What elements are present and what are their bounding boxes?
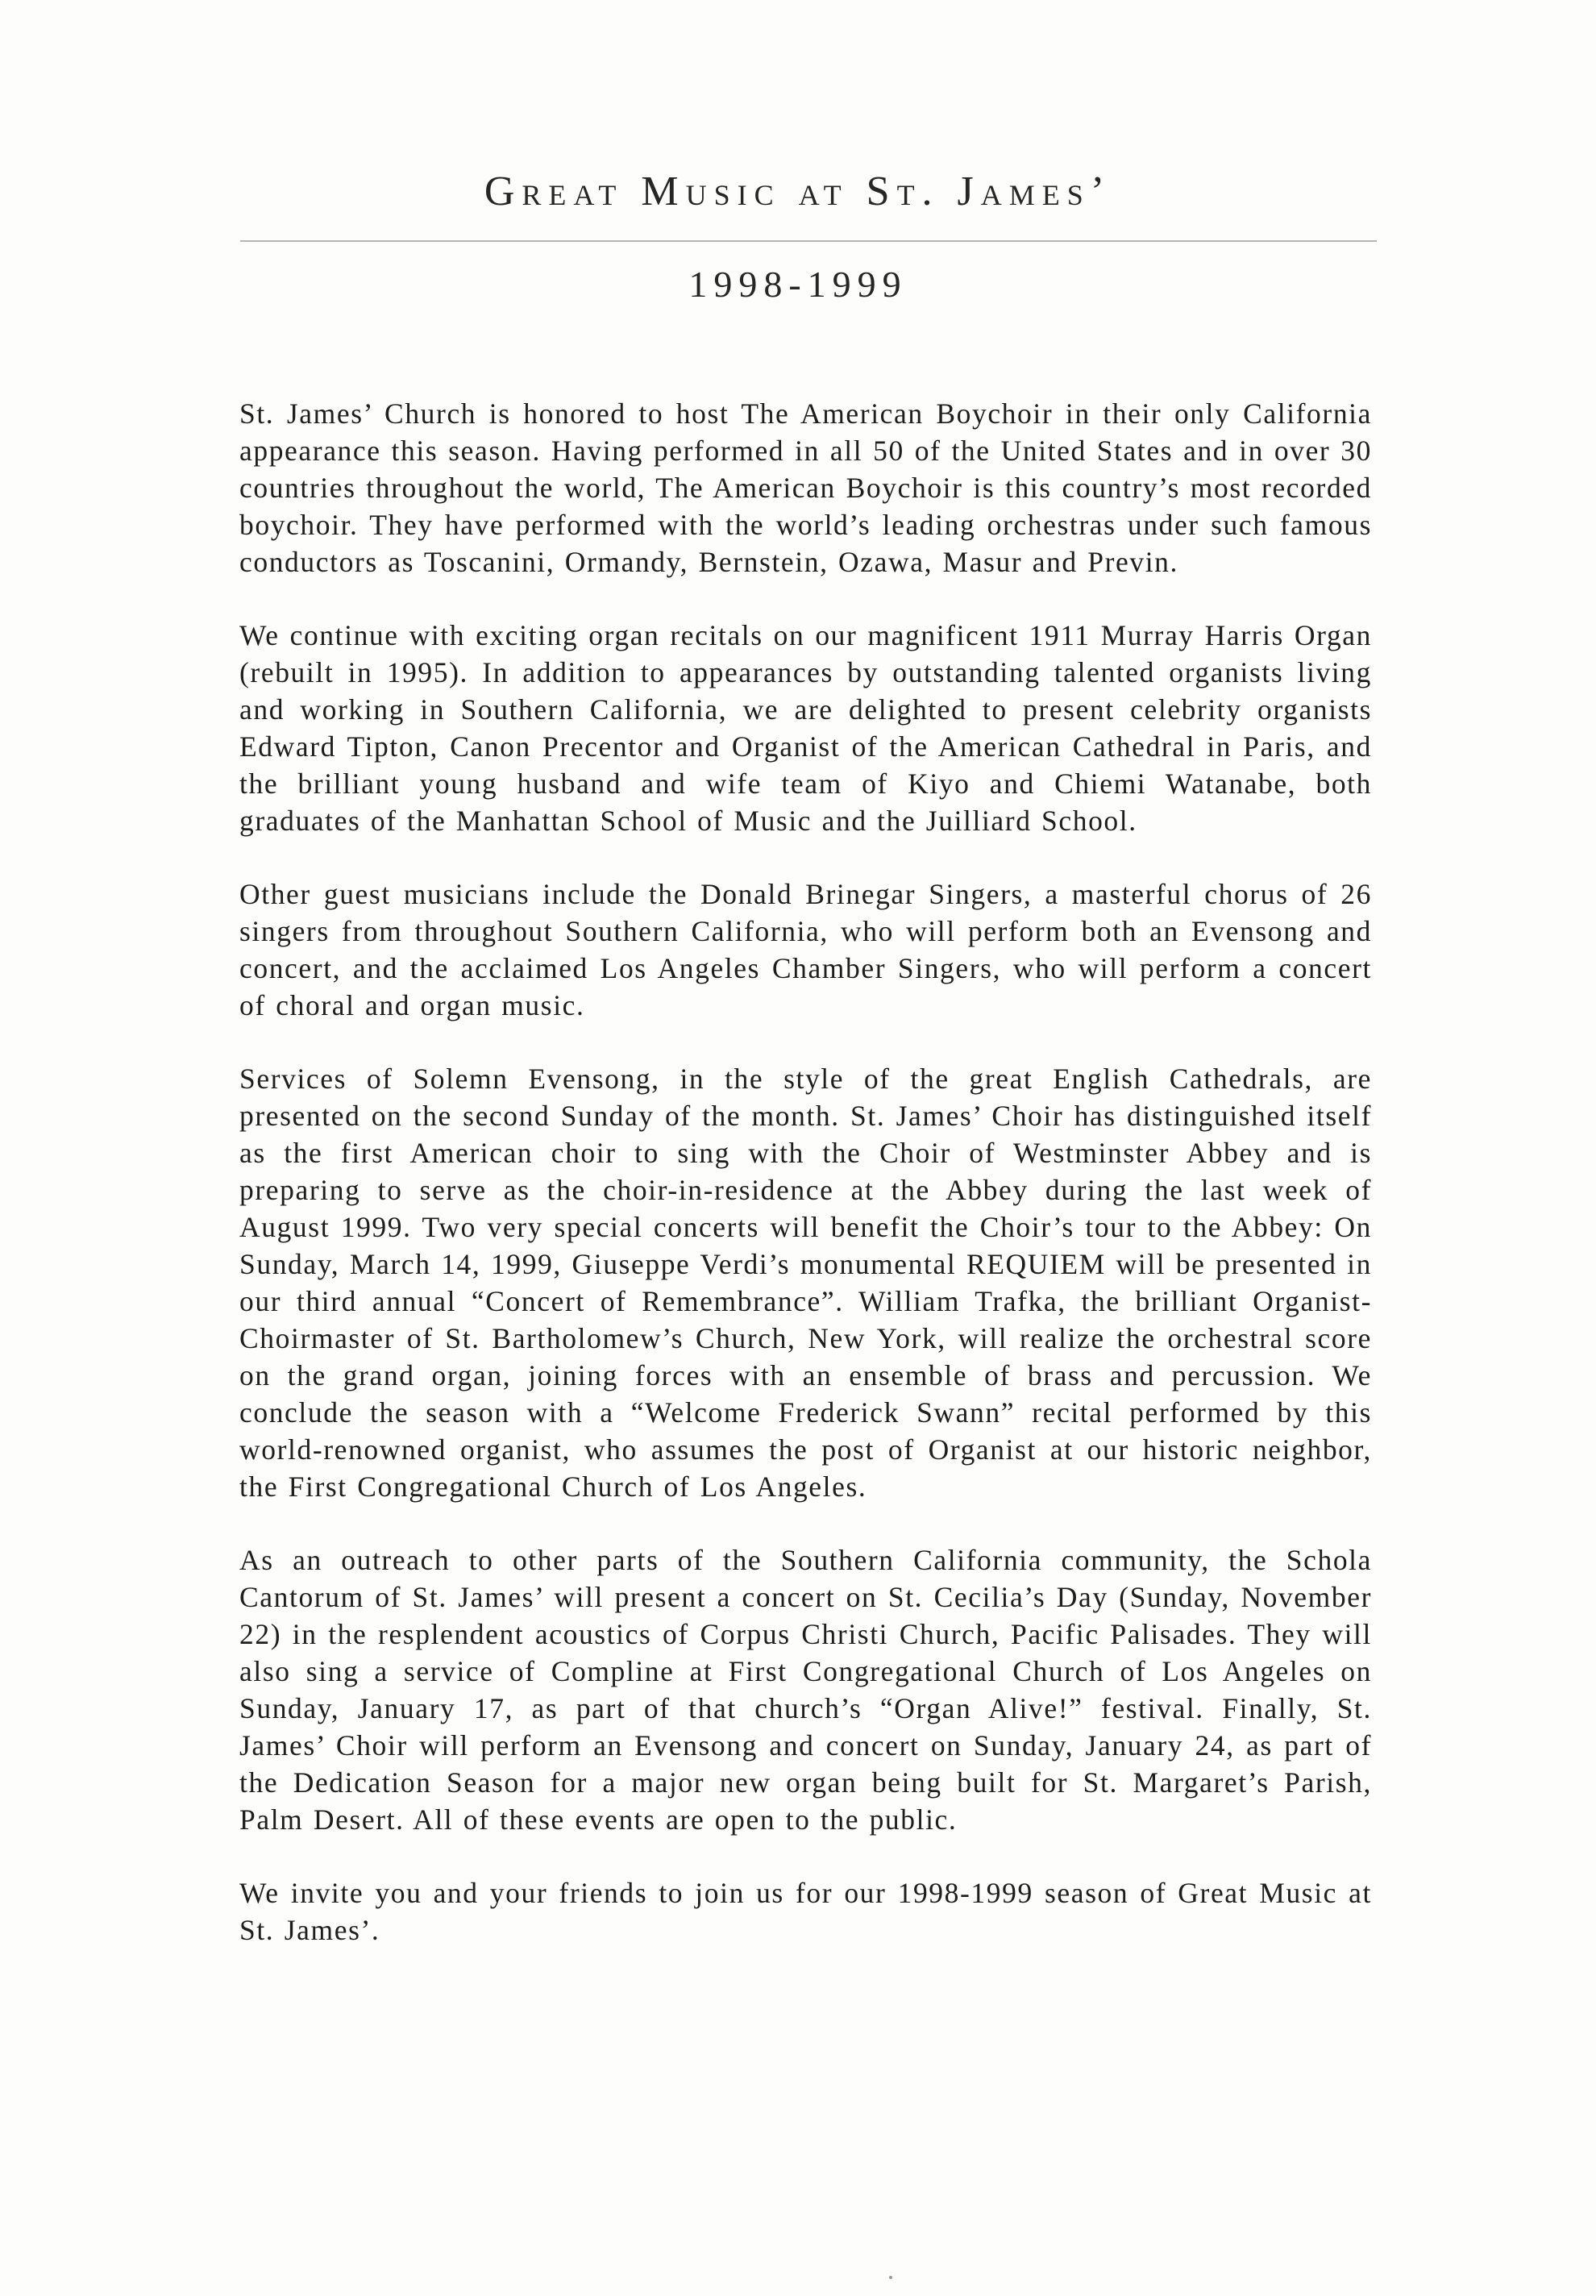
title-divider	[240, 240, 1377, 242]
paragraph-guest-musicians: Other guest musicians include the Donald Brinegar Singers, a masterful chorus of 26 singers from throughout Southern California, who will perform both an Evensong and concert, and the acclaimed Los Angeles Chamber Singers, who will perform a concert of choral and organ music.	[239, 878, 1372, 1021]
document-title: Great Music at St. James’	[484, 168, 1112, 214]
paragraph-organ-recitals: We continue with exciting organ recitals on our magnificent 1911 Murray Harris Organ (rebuilt in 1995). In addition to appearances by outstanding talented organists living and working in Southern California, we are delighted to present celebrity organists Edward Tipton, Canon Precentor and Organist of the American Cathedral in Paris, and the brilliant young husband and wife team of Kiyo and Chiemi Watanabe, both graduates of the Manhattan School of Music and the Juilliard School.	[239, 619, 1372, 837]
scan-speck	[889, 2276, 892, 2279]
document-body	[239, 395, 1372, 1985]
season-years: 1998-1999	[688, 264, 908, 305]
paragraph-evensong: Services of Solemn Evensong, in the style of the great English Cathedrals, are presented on the second Sunday of the month. St. James’ Choir has distinguished itself as the first American choir to sing with the Choir of Westminster Abbey and is preparing to serve as the choir-in-residence at the Abbey during the last week of August 1999. Two very special concerts will benefit the Choir’s tour to the Abbey: On Sunday, March 14, 1999, Giuseppe Verdi’s monumental REQUIEM will be presented in our third annual “Concert of Remembrance”. William Trafka, the brilliant Organist-Choirmaster of St. Bartholomew’s Church, New York, will realize the orchestral score on the grand organ, joining forces with an ensemble of brass and percussion. We conclude the season with a “Welcome Frederick Swann” recital performed by this world-renowned organist, who assumes the post of Organist at our historic neighbor, the First Congregational Church of Los Angeles.	[239, 1063, 1372, 1503]
paragraph-boychoir: St. James’ Church is honored to host The American Boychoir in their only California appearance this season. Having performed in all 50 of the United States and in over 30 countries throughout the world, The American Boychoir is this country’s most recorded boychoir. They have performed with the world’s leading orchestras under such famous conductors as Toscanini, Ormandy, Bernstein, Ozawa, Masur and Previn.	[239, 397, 1372, 578]
paragraph-outreach: As an outreach to other parts of the Southern California community, the Schola Cantorum of St. James’ will present a concert on St. Cecilia’s Day (Sunday, November 22) in the resplendent acoustics of Corpus Christi Church, Pacific Palisades. They will also sing a service of Compline at First Congregational Church of Los Angeles on Sunday, January 17, as part of that church’s “Organ Alive!” festival. Finally, St. James’ Choir will perform an Evensong and concert on Sunday, January 24, as part of the Dedication Season for a major new organ being built for St. Margaret’s Parish, Palm Desert. All of these events are open to the public.	[239, 1544, 1372, 1836]
paragraph-invitation: We invite you and your friends to join us for our 1998-1999 season of Great Music at St. James’.	[239, 1877, 1372, 1946]
